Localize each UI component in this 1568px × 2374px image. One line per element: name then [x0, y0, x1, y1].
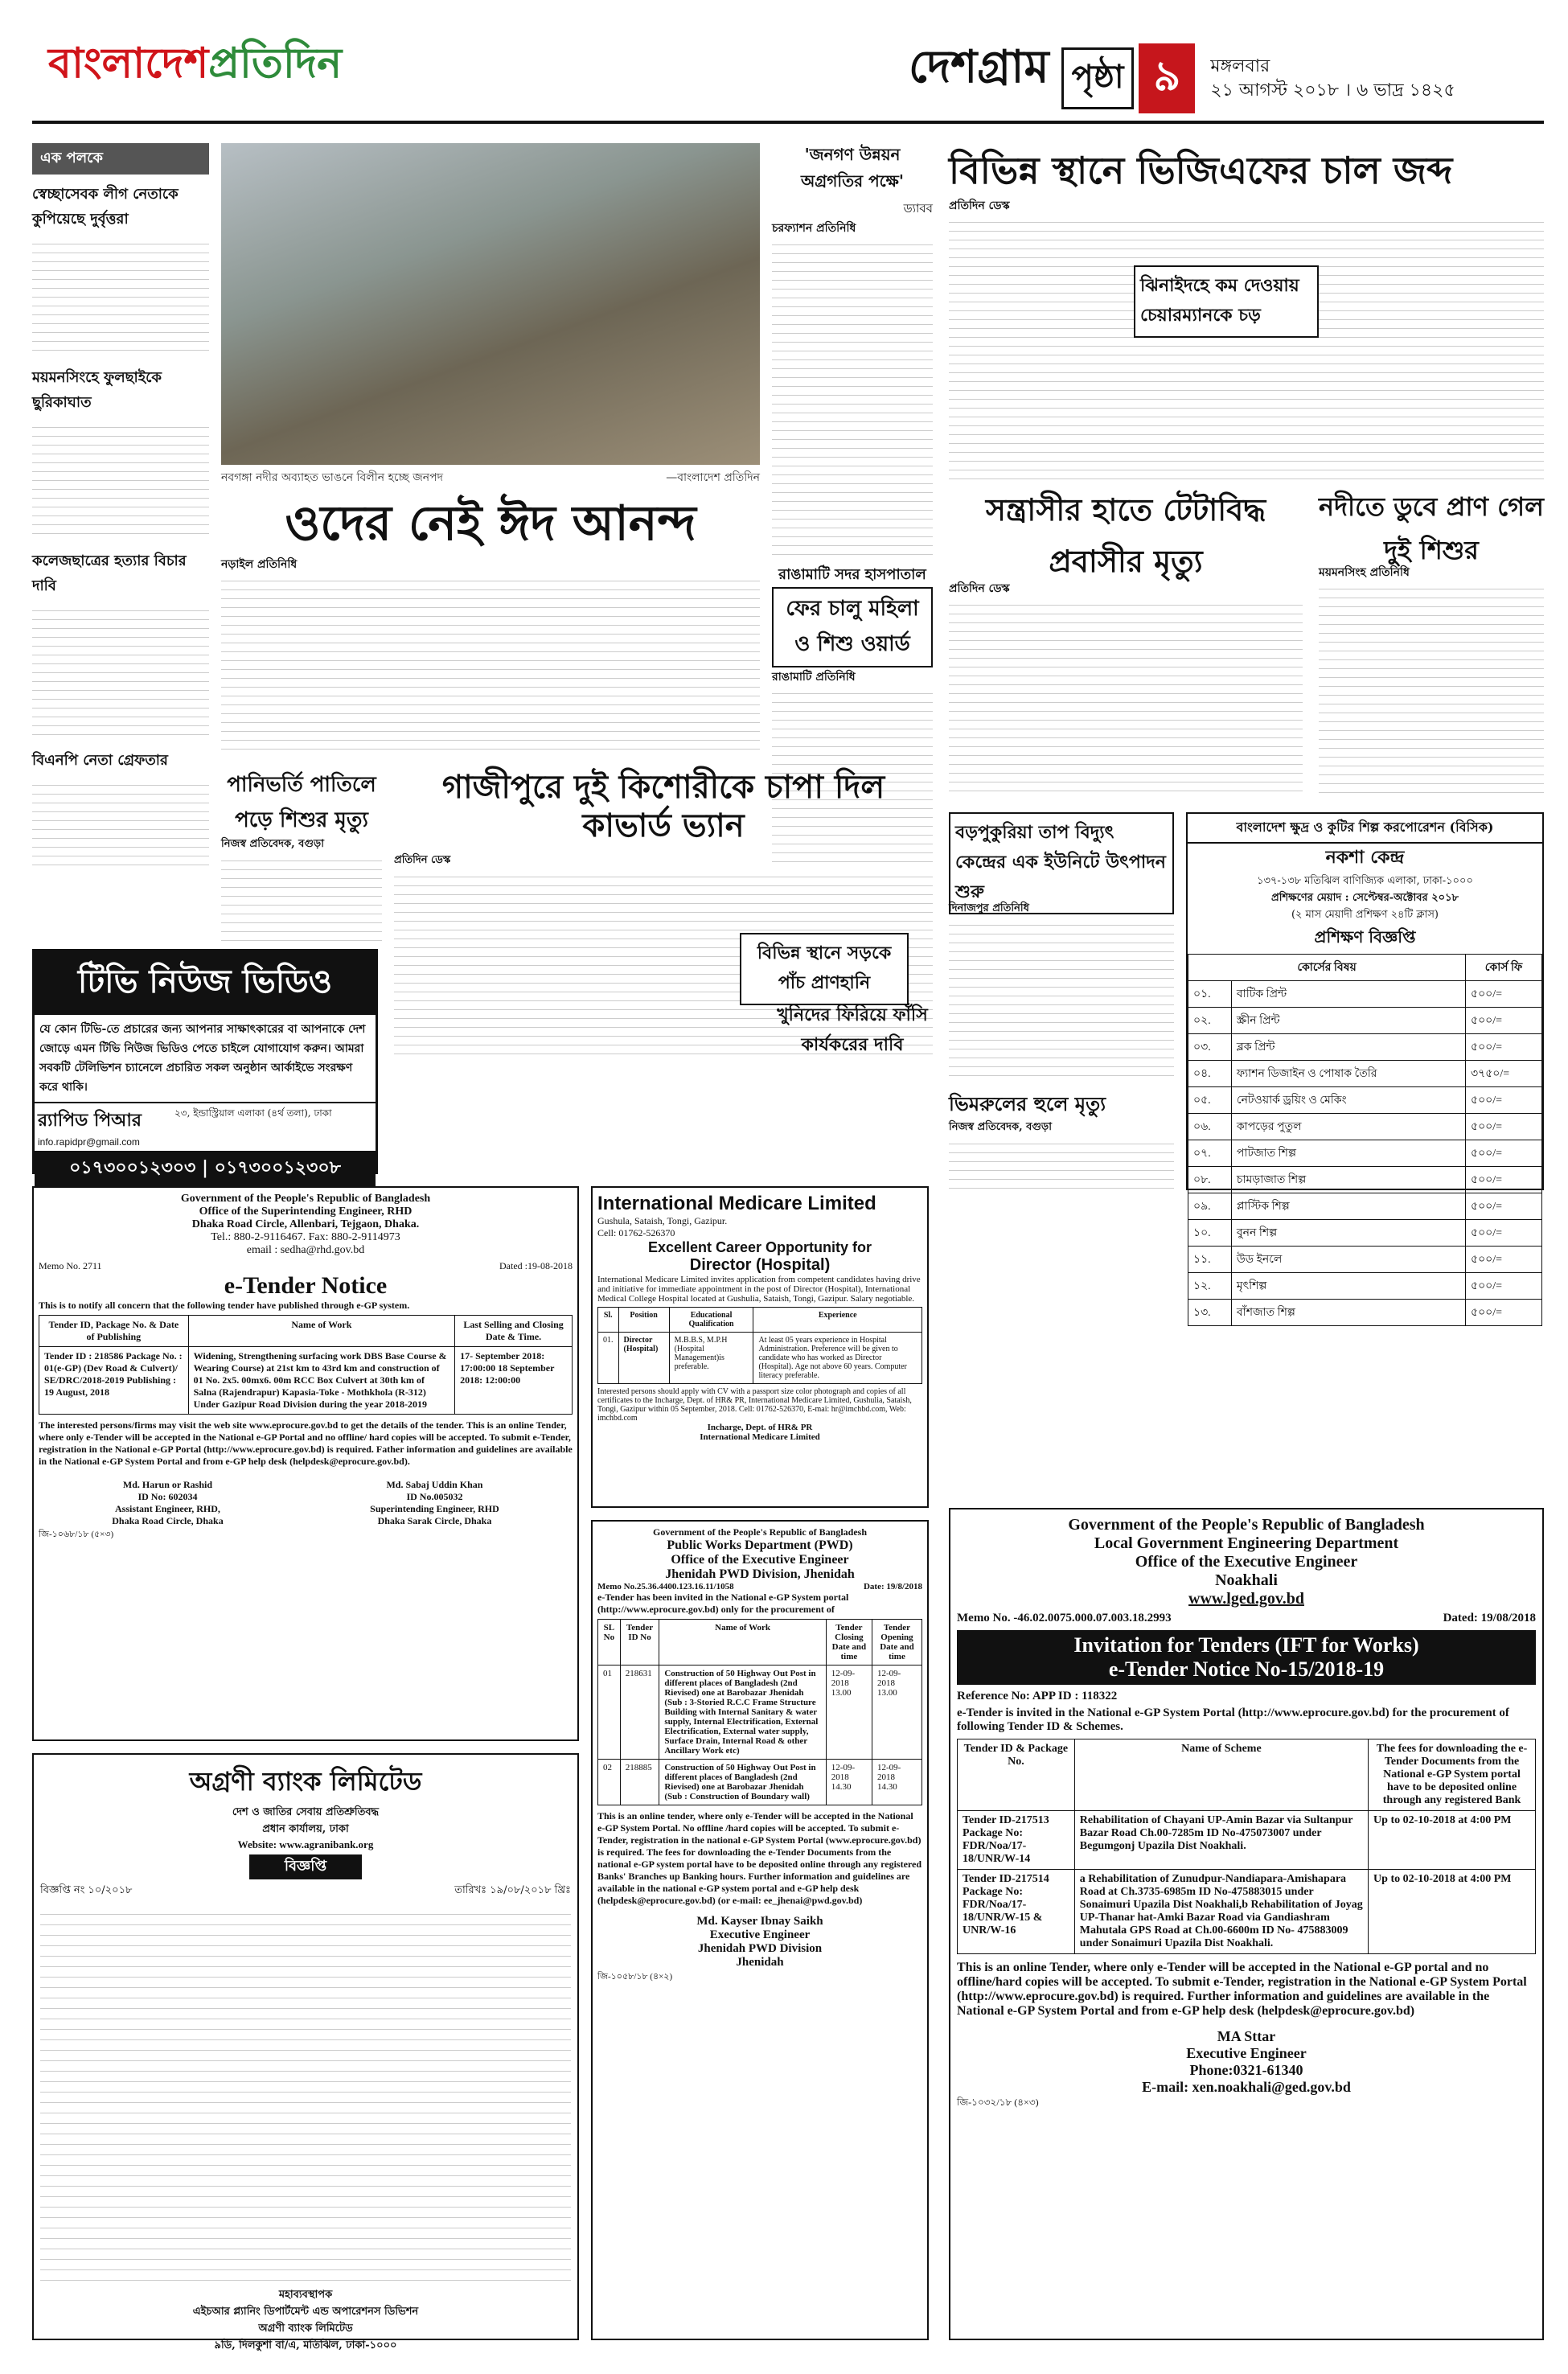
side-story-tag: ড্যাবব — [903, 201, 933, 216]
basic-notice-title: প্রশিক্ষণ বিজ্ঞপ্তি — [1314, 927, 1416, 947]
rhd-signature-2 — [370, 1479, 499, 1527]
basic-course-table — [1188, 954, 1542, 1326]
vgf-byline: প্রতিদিন ডেস্ক — [949, 199, 1010, 212]
pwd-sign-name: Md. Kayser Ibnay Saikh — [696, 1915, 823, 1928]
rhd-tel: Tel.: 880-2-9116467. Fax: 880-2-9114973 — [211, 1231, 400, 1243]
basic-course-fee: ৫০০/= — [1466, 1034, 1542, 1061]
agrani-footer-3: অগ্রণী ব্যাংক লিমিটেড — [258, 2323, 353, 2335]
masthead-rule — [32, 121, 1544, 124]
pwd-tender — [591, 1520, 929, 2340]
gazipur-byline: প্রতিদিন ডেস্ক — [394, 854, 451, 866]
brief-headline-1: স্বেচ্ছাসেবক লীগ নেতাকে কুপিয়েছে দুর্বৃত্তরা — [32, 186, 179, 228]
rhd-code: জি-১০৬৮/১৮ (৫×৩) — [39, 1530, 114, 1539]
pwd-table — [597, 1619, 922, 1805]
lged-col1: Tender ID & Package No. — [958, 1739, 1075, 1811]
rhd-notes: The interested persons/firms may visit the web site www.eprocure.gov.bd to get the details of the tender. This is an online Tender, where only e-Tender will be accepted in the National e-GP Portal and no offline/ hard copies will be accepted. To submit e-Tender, registration in the National e-GP Portal (http://www.eprocure.gov.bd) is required. Father information and guidelines are available in the National e-GP System Portal and from e-GP help desk (helpdesk@eprocure.gov.bd). — [39, 1419, 573, 1467]
photo-caption-text: নবগঙ্গা নদীর অব্যাহত ভাঙনে বিলীন হচ্ছে জনপদ — [221, 471, 443, 484]
lged-row1-id: Tender ID-217513 Package No: FDR/Noa/17-18/UNR/W-14 — [958, 1811, 1075, 1870]
pwd-memo: Memo No.25.36.4400.123.16.11/1058 — [597, 1582, 734, 1592]
pwd-gov: Government of the People's Republic of Bangladesh — [653, 1526, 867, 1538]
iml-row-sl: 01. — [598, 1333, 619, 1384]
tv-ad-body: যে কোন টিভি-তে প্রচারের জন্য আপনার সাক্ষাৎকারের বা আপনাকে দেশ জোড়ে এমন টিভি নিউজ ভিডিও পেতে চাইলে যোগাযোগ করুন। আমরা সবকটি টেলিভিশন চ্যানেলে প্রচারিত সকল অনুষ্ঠান আর্কাইভে সংরক্ষণ করে থাকি। — [39, 1023, 366, 1094]
basic-course-name: বুনন শিল্প — [1231, 1220, 1465, 1247]
lged-gov: Government of the People's Republic of Bangladesh — [1068, 1516, 1425, 1534]
rhd-cell2: Widening, Strengthening surfacing work DBS Base Course & Wearing Course) at 21st km to 43rd km and construction of 01 No. 2x5. 00mx6. 00m RCC Box Culvert at 30th km of Salna (Rajendrapur) Kapasia-Toke - Mothkhola (R-312) Under Gazipur Road Division during the year 2018-2019 — [188, 1347, 455, 1415]
pwd-row2-open: 12-09-2018 14.30 — [872, 1760, 922, 1805]
basic-course-no: ০১. — [1188, 981, 1232, 1008]
agrani-footer-4: ৯ডি, দিলকুশা বা/এ, মতিঝিল, ঢাকা-১০০০ — [214, 2339, 397, 2351]
tv-ad — [32, 949, 378, 1178]
iml-company: International Medicare Limited — [597, 1193, 876, 1214]
lged-row1-name: Rehabilitation of Chayani UP-Amin Bazar via Sultanpur Bazar Road Ch.00-7285m ID No-475073007 under Begumgonj Upazila Dist Noakhali. — [1074, 1811, 1368, 1870]
basic-course-name: পাটজাত শিল্প — [1231, 1140, 1465, 1167]
iml-row-pos: Director (Hospital) — [618, 1333, 669, 1384]
rhd-sign1-id: ID No: 602034 — [138, 1491, 198, 1502]
rhd-title: e-Tender Notice — [224, 1272, 388, 1299]
pwd-col-id: Tender ID No — [620, 1620, 659, 1665]
pwd-row1-sl: 01 — [598, 1665, 621, 1760]
water-byline: নিজস্ব প্রতিবেদক, বগুড়া — [221, 838, 324, 850]
pwd-dept: Public Works Department (PWD) — [667, 1538, 853, 1552]
pwd-signature — [597, 1915, 922, 1969]
basic-course-row — [1188, 1114, 1542, 1140]
hospital-byline: রাঙামাটি প্রতিনিধি — [772, 671, 856, 684]
tv-ad-title: টিভি নিউজ ভিডিও — [35, 951, 376, 1015]
basic-course-no: ০৪. — [1188, 1061, 1232, 1087]
page-number: ৯ — [1139, 43, 1195, 113]
basic-course-name: বাটিক প্রিন্ট — [1231, 981, 1465, 1008]
vgf-body — [949, 214, 1544, 479]
school-headline: ভিমরুলের হুলে মৃত্যু — [949, 1093, 1106, 1115]
tv-ad-address: ২৩, ইন্ডাস্ট্রিয়াল এলাকা (৪র্থ তলা), ঢাকা — [174, 1107, 332, 1119]
pwd-row1-work: Construction of 50 Highway Out Post in different places of Bangladesh (2nd Rievised) one at Barobazar Jhenidah (Sub : 3-Storied R.C.C Frame Structure Building with Internal Sanitary & water supply, Internal Electrification, External Electrification, External water supply, Surface Drain, Internal Road & other Ancillary Work etc) — [659, 1665, 826, 1760]
basic-course-row — [1188, 1087, 1542, 1114]
pwd-date: Date: 19/8/2018 — [863, 1582, 922, 1592]
pwd-sign-title: Executive Engineer — [709, 1928, 811, 1941]
iml-table — [597, 1307, 922, 1384]
rhd-sign1-title: Assistant Engineer, RHD, — [115, 1503, 220, 1514]
lged-row2-id: Tender ID-217514 Package No: FDR/Noa/17-18/UNR/W-15 & UNR/W-16 — [958, 1870, 1075, 1954]
ek-nojore-label: এক পলকে — [32, 143, 209, 175]
lged-sign-name: MA Sttar — [1217, 2028, 1276, 2044]
masthead-logo — [48, 31, 499, 103]
power-headline: বড়পুকুরিয়া তাপ বিদ্যুৎ কেন্দ্রের এক ইউনিটে উৎপাদন শুরু — [949, 812, 1174, 914]
rhd-col2: Name of Work — [188, 1316, 455, 1347]
lged-place: Noakhali — [1215, 1571, 1278, 1589]
rhd-gov: Government of the People's Republic of Bangladesh — [180, 1193, 431, 1205]
basic-course-name: নেটওয়ার্ক ড্রয়িং ও মেকিং — [1231, 1087, 1465, 1114]
pwd-intro: e-Tender has been invited in the National e-GP System portal (http://www.eprocure.gov.bd) only for the procurement of — [597, 1592, 849, 1615]
rhd-col3: Last Selling and Closing Date & Time. — [455, 1316, 573, 1347]
basic-course-name: উড ইনলে — [1231, 1247, 1465, 1273]
pwd-row1-open: 12-09-2018 13.00 — [872, 1665, 922, 1760]
water-headline: পানিভর্তি পাতিলে পড়ে শিশুর মৃত্যু — [227, 773, 376, 832]
date-block — [1210, 55, 1455, 102]
basic-course-fee: ৫০০/= — [1466, 1087, 1542, 1114]
iml-row-edu: M.B.B.S, M.P.H (Hospital Management)is preferable. — [669, 1333, 753, 1384]
basic-course-row — [1188, 1034, 1542, 1061]
basic-course-name: বাঁশজাত শিল্প — [1231, 1300, 1465, 1326]
pwd-notes: This is an online tender, where only e-Tender will be accepted in the National e-GP System Portal. No offline /hard copies will be accepted. To submit e-Tender, registration in the national e-GP System Portal (www.eprocure.gov.bd) is required. The fees for downloading the e-Tender Documents from the national e-GP system portal have to be deposited online through any registered Banks' Branches up Banking hours. Further information and guidelines are available in the national e-GP system portal and e-GP help desk (helpdesk@eprocure.gov.bd) (or e-mail: ee_jhenai@pwd.gov.bd) — [597, 1810, 922, 1906]
basic-course-name: প্লাস্টিক শিল্প — [1231, 1193, 1465, 1220]
basic-col-subject: কোর্সের বিষয় — [1188, 955, 1466, 981]
lged-sign-email[interactable]: E-mail: xen.noakhali@ged.gov.bd — [1142, 2079, 1351, 2095]
basic-org: বাংলাদেশ ক্ষুদ্র ও কুটির শিল্প করপোরেশন (বিসিক) — [1188, 814, 1542, 844]
basic-col-fee: কোর্স ফি — [1466, 955, 1542, 981]
rhd-tender — [32, 1186, 579, 1741]
gazipur-headline: গাজীপুরে দুই কিশোরীকে চাপা দিল কাভার্ড ভ্যান — [441, 769, 885, 844]
terror-body — [949, 597, 1303, 798]
agrani-website[interactable]: Website: www.agranibank.org — [237, 1838, 374, 1850]
agrani-notice: বিজ্ঞপ্তি — [249, 1854, 362, 1879]
basic-ad — [1186, 812, 1544, 1319]
lead-byline: নড়াইল প্রতিনিধি — [221, 558, 298, 571]
basic-course-no: ০২. — [1188, 1008, 1232, 1034]
iml-col-edu: Educational Qualification — [669, 1308, 753, 1333]
school-byline: নিজস্ব প্রতিবেদক, বগুড়া — [949, 1121, 1052, 1133]
pwd-row2-sl: 02 — [598, 1760, 621, 1805]
terror-headline: সন্ত্রাসীর হাতে টেটাবিদ্ধ প্রবাসীর মৃত্যু — [985, 492, 1266, 579]
pwd-row1-id: 218631 — [620, 1665, 659, 1760]
basic-course-row — [1188, 1300, 1542, 1326]
brief-headline-2: ময়মনসিংহে ফুলছাইকে ছুরিকাঘাত — [32, 369, 162, 411]
pwd-col-work: Name of Work — [659, 1620, 826, 1665]
rhd-sign1-office: Dhaka Road Circle, Dhaka — [112, 1515, 224, 1526]
basic-course-row — [1188, 1247, 1542, 1273]
basic-course-row — [1188, 1273, 1542, 1300]
iml-address: Gushula, Sataish, Tongi, Gazipur. — [597, 1215, 728, 1226]
basic-course-no: ০৫. — [1188, 1087, 1232, 1114]
rhd-intro: This is to notify all concern that the following tender have published through e-GP system. — [39, 1300, 410, 1311]
agrani-footer-1: মহাব্যবস্থাপক — [278, 2289, 333, 2301]
ek-nojore-column — [32, 143, 209, 851]
basic-course-fee: ৫০০/= — [1466, 1247, 1542, 1273]
agrani-office: প্রধান কার্যালয়, ঢাকা — [262, 1823, 349, 1835]
pwd-row2-id: 218885 — [620, 1760, 659, 1805]
killer-headline: খুনিদের ফিরিয়ে ফাঁসি কার্যকরের দাবি — [777, 1005, 928, 1055]
basic-course-fee: ৩৭৫০/= — [1466, 1061, 1542, 1087]
lged-date: Dated: 19/08/2018 — [1443, 1612, 1536, 1624]
basic-course-no: ০৬. — [1188, 1114, 1232, 1140]
basic-course-name: স্ক্রীন প্রিন্ট — [1231, 1008, 1465, 1034]
lged-web[interactable]: www.lged.gov.bd — [1188, 1590, 1304, 1608]
lged-row1-fee: Up to 02-10-2018 at 4:00 PM — [1369, 1811, 1536, 1870]
gazipur-inset: বিভিন্ন স্থানে সড়কে পাঁচ প্রাণহানি — [740, 933, 909, 1005]
tv-ad-company: র‍্যাপিড পিআর — [38, 1111, 142, 1131]
section-name: দেশগ্রাম — [909, 41, 1049, 93]
lged-memo: Memo No. -46.02.0075.000.07.003.18.2993 — [957, 1612, 1172, 1624]
rhd-col1: Tender ID, Package No. & Date of Publishing — [39, 1316, 189, 1347]
rhd-sign2-id: ID No.005032 — [406, 1491, 463, 1502]
school-body — [949, 1136, 1174, 1192]
pwd-row2-close: 12-09-2018 14.30 — [826, 1760, 872, 1805]
pwd-sign-place: Jhenidah — [736, 1956, 784, 1969]
iml-sign: Incharge, Dept. of HR& PR — [707, 1423, 813, 1432]
iml-position: Director (Hospital) — [689, 1256, 831, 1274]
iml-intro: International Medicare Limited invites application from competent candidates having drive and initiative for immediate appointment in the post of Director (Hospital), International Medical College Hospital located at Gushulia, Sataish, Tongi, Gazipur. Salary negotiable. — [597, 1275, 921, 1304]
photo-caption — [221, 468, 760, 487]
drown-body — [1319, 581, 1544, 798]
brief-headline-3: কলেজছাত্রের হত্যার বিচার দাবি — [32, 552, 187, 594]
lged-sign-title: Executive Engineer — [1186, 2045, 1307, 2061]
iml-col-sl: Sl. — [598, 1308, 619, 1333]
lged-sign-phone: Phone:0321-61340 — [1189, 2062, 1303, 2078]
iml-ad — [591, 1186, 929, 1508]
lged-code: জি-১০৩২/১৮ (৪×৩) — [957, 2097, 1039, 2108]
basic-course-row — [1188, 1193, 1542, 1220]
basic-course-no: ১৩. — [1188, 1300, 1232, 1326]
basic-course-no: ০৩. — [1188, 1034, 1232, 1061]
basic-course-no: ১০. — [1188, 1220, 1232, 1247]
rhd-sign1-name: Md. Harun or Rashid — [122, 1479, 213, 1490]
basic-course-name: চামড়াজাত শিল্প — [1231, 1167, 1465, 1193]
lged-band — [957, 1630, 1536, 1685]
brief-headline-4: বিএনপি নেতা গ্রেফতার — [32, 752, 168, 769]
iml-headline: Excellent Career Opportunity for — [647, 1239, 872, 1255]
weekday: মঙ্গলবার — [1210, 55, 1270, 76]
lged-signature — [957, 2028, 1536, 2096]
basic-course-fee: ৫০০/= — [1466, 1008, 1542, 1034]
side-story-kicker: 'জনগণ উন্নয়ন অগ্রগতির পক্ষে' — [800, 145, 905, 191]
basic-course-name: মৃৎশিল্প — [1231, 1273, 1465, 1300]
basic-course-row — [1188, 1140, 1542, 1167]
agrani-ad — [32, 1753, 579, 2351]
basic-course-no: ০৯. — [1188, 1193, 1232, 1220]
basic-course-no: ১২. — [1188, 1273, 1232, 1300]
agrani-tagline: দেশ ও জাতির সেবায় প্রতিশ্রুতিবদ্ধ — [232, 1806, 380, 1818]
brief-body-1 — [32, 236, 209, 356]
pwd-col-sl: SL No — [598, 1620, 621, 1665]
rhd-sign2-name: Md. Sabaj Uddin Khan — [386, 1479, 483, 1490]
lged-ref: Reference No: APP ID : 118322 — [957, 1690, 1118, 1702]
drown-byline: ময়মনসিংহ প্রতিনিধি — [1319, 566, 1410, 579]
basic-address: ১৩৭-১৩৮ মতিঝিল বাণিজ্যিক এলাকা, ঢাকা-১০০০ — [1257, 875, 1473, 887]
basic-course-fee: ৫০০/= — [1466, 1220, 1542, 1247]
lged-band2: e-Tender Notice No-15/2018-19 — [1108, 1657, 1385, 1681]
agrani-bank: অগ্রণী ব্যাংক লিমিটেড — [189, 1766, 422, 1797]
brief-body-3 — [32, 602, 209, 739]
basic-course-row — [1188, 1167, 1542, 1193]
water-body — [221, 852, 382, 941]
rhd-memo: Memo No. 2711 — [39, 1260, 102, 1271]
iml-sign2: International Medicare Limited — [700, 1432, 820, 1442]
lged-notes: This is an online Tender, where only e-Tender will be accepted in the National e-GP portal and no offline/hard copies will be accepted. To submit e-Tender, registration in the National e-GP System Portal (http://www.eprocure.gov.bd) is required. Further information and guidelines are available in the National e-GP System Portal and from e-GP help desk (helpdesk@eprocure.gov.bd) — [957, 1961, 1527, 2018]
rhd-email[interactable]: email : sedha@rhd.gov.bd — [246, 1244, 365, 1256]
lged-table — [957, 1739, 1536, 1954]
brief-body-2 — [32, 419, 209, 540]
rhd-table — [39, 1315, 573, 1415]
page-label: পৃষ্ঠা — [1061, 47, 1135, 109]
basic-course-fee: ৫০০/= — [1466, 1300, 1542, 1326]
pwd-code: জি-১০৫৮/১৮ (৪×২) — [597, 1972, 673, 1982]
vgf-headline: বিভিন্ন স্থানে ভিজিএফের চাল জব্দ — [949, 149, 1453, 192]
basic-course-name: ব্লক প্রিন্ট — [1231, 1034, 1465, 1061]
pwd-office: Office of the Executive Engineer — [671, 1553, 849, 1567]
terror-byline: প্রতিদিন ডেস্ক — [949, 582, 1010, 595]
rhd-date: Dated :19-08-2018 — [499, 1260, 573, 1271]
basic-course-fee: ৫০০/= — [1466, 1114, 1542, 1140]
agrani-body — [40, 1904, 571, 2282]
basic-duration: প্রশিক্ষণের মেয়াদ : সেপ্টেম্বর-অক্টোবর ২০১৮ — [1271, 892, 1459, 904]
lged-row2-fee: Up to 02-10-2018 at 4:00 PM — [1369, 1870, 1536, 1954]
iml-cell: Cell: 01762-526370 — [597, 1227, 675, 1238]
paper-name-part2: প্রতিদিন — [208, 39, 343, 88]
rhd-cell1: Tender ID : 218586 Package No. : 01(e-GP) (Dev Road & Culvert)/ SE/DRC/2018-2019 Publishing : 19 August, 2018 — [39, 1347, 189, 1415]
iml-col-pos: Position — [618, 1308, 669, 1333]
basic-course-no: ১১. — [1188, 1247, 1232, 1273]
basic-course-row — [1188, 1061, 1542, 1087]
lead-photo — [221, 143, 760, 465]
basic-center: নকশা কেন্দ্র — [1325, 848, 1405, 868]
agrani-footer — [40, 2287, 571, 2355]
pwd-col-close: Tender Closing Date and time — [826, 1620, 872, 1665]
basic-course-row — [1188, 1008, 1542, 1034]
basic-course-fee: ৫০০/= — [1466, 981, 1542, 1008]
rhd-sign2-title: Superintending Engineer, RHD — [370, 1503, 499, 1514]
power-body — [949, 917, 1174, 1078]
side-story-body — [772, 236, 933, 558]
photo-credit: —বাংলাদেশ প্রতিদিন — [666, 471, 760, 484]
basic-course-row — [1188, 1220, 1542, 1247]
lged-intro: e-Tender is invited in the National e-GP System Portal (http://www.eprocure.gov.bd) for the procurement of following Tender ID & Schemes. — [957, 1707, 1509, 1733]
rhd-cell3: 17- September 2018: 17:00:00 18 September 2018: 12:00:00 — [455, 1347, 573, 1415]
lged-col2: Name of Scheme — [1074, 1739, 1368, 1811]
lged-dept: Local Government Engineering Department — [1094, 1534, 1399, 1552]
basic-course-fee: ৫০০/= — [1466, 1193, 1542, 1220]
iml-apply: Interested persons should apply with CV with a passport size color photograph and copies of all certificates to the Incharge, Dept. of HR& PR, International Medicare Limited, Gushulia, Sataish, Tongi, Gazipur within 05 September, 2018. Cell: 01762-526370, E-mai: hr@imchbd.com, Web: imchbd.com — [597, 1387, 912, 1423]
basic-course-fee: ৫০০/= — [1466, 1140, 1542, 1167]
brief-body-4 — [32, 777, 209, 873]
lged-band1: Invitation for Tenders (IFT for Works) — [1073, 1633, 1419, 1657]
rhd-office: Office of the Superintending Engineer, RHD — [199, 1205, 413, 1218]
lead-headline: ওদের নেই ঈদ আনন্দ — [285, 495, 696, 552]
basic-course-no: ০৮. — [1188, 1167, 1232, 1193]
pwd-row2-work: Construction of 50 Highway Out Post in different places of Bangladesh (2nd Rievised) one at Barobazar Jhenidah (Sub : Construction of Boundary wall) — [659, 1760, 826, 1805]
basic-course-row — [1188, 981, 1542, 1008]
pwd-row1-close: 12-09-2018 13.00 — [826, 1665, 872, 1760]
masthead-section — [909, 32, 1552, 105]
hospital-kicker: রাঙামাটি সদর হাসপাতাল — [778, 566, 926, 583]
paper-name-part1: বাংলাদেশ — [48, 39, 209, 88]
rhd-circle: Dhaka Road Circle, Allenbari, Tejgaon, Dhaka. — [191, 1218, 420, 1230]
hospital-headline: ফের চালু মহিলা ও শিশু ওয়ার্ড — [772, 587, 933, 667]
iml-col-exp: Experience — [753, 1308, 922, 1333]
lged-row2-name: a Rehabilitation of Zunudpur-Nandiapara-Amishapara Road at Ch.3735-6985m ID No-475883015 under Sonaimuri Upazila Dist Noakhali,b Rehabilitation of Joyag UP-Thanar hat-Amki Bazar Road via Gandiashram Mahutala GPS Road at Ch.00-6600m ID No- 475883009 under Sonaimuri Upazila Dist Noakhali. — [1074, 1870, 1368, 1954]
basic-course-fee: ৫০০/= — [1466, 1273, 1542, 1300]
rhd-sign2-office: Dhaka Sarak Circle, Dhaka — [377, 1515, 492, 1526]
drown-headline: নদীতে ডুবে প্রাণ গেল দুই শিশুর — [1319, 491, 1544, 565]
lead-body — [221, 573, 760, 758]
basic-course-fee: ৫০০/= — [1466, 1167, 1542, 1193]
date-line: ২১ আগস্ট ২০১৮ । ৬ ভাদ্র ১৪২৫ — [1210, 80, 1455, 101]
agrani-footer-2: এইচআর প্ল্যানিং ডিপার্টমেন্ট এন্ড অপারেশনস ডিভিশন — [192, 2306, 419, 2318]
basic-course-name: কাপড়ের পুতুল — [1231, 1114, 1465, 1140]
pwd-col-open: Tender Opening Date and time — [872, 1620, 922, 1665]
basic-course-name: ফ্যাশন ডিজাইন ও পোষাক তৈরি — [1231, 1061, 1465, 1087]
lged-office: Office of the Executive Engineer — [1135, 1553, 1358, 1571]
tv-ad-phones: ০১৭৩০০১২৩০৩ | ০১৭৩০০১২৩০৮ — [35, 1151, 376, 1187]
side-story-byline: চরফ্যাশন প্রতিনিধি — [772, 222, 856, 235]
iml-row-exp: At least 05 years experience in Hospital Administration. Preference will be given to candidate who has worked as Director (Hospital). Age not above 60 years. Computer literacy preferable. — [753, 1333, 922, 1384]
power-byline: দিনাজপুর প্রতিনিধি — [949, 902, 1029, 914]
basic-duration-sub: (২ মাস মেয়াদী প্রশিক্ষণ ২৪টি ক্লাস) — [1291, 909, 1439, 921]
pwd-sign-div: Jhenidah PWD Division — [697, 1942, 823, 1955]
basic-course-no: ০৭. — [1188, 1140, 1232, 1167]
agrani-date: তারিখঃ ১৯/০৮/২০১৮ খ্রিঃ — [454, 1884, 571, 1896]
vgf-sub-headline: ঝিনাইদহে কম দেওয়ায় চেয়ারম্যানকে চড় — [1134, 265, 1319, 338]
tv-ad-email[interactable]: info.rapidpr@gmail.com — [38, 1136, 140, 1148]
lged-tender — [949, 1508, 1544, 2340]
agrani-ref: বিজ্ঞপ্তি নং ১০/২০১৮ — [40, 1884, 133, 1896]
rhd-signature-1 — [112, 1479, 223, 1527]
lged-col3: The fees for downloading the e-Tender Documents from the National e-GP System portal have to be deposited online through any registered Bank — [1369, 1739, 1536, 1811]
pwd-division: Jhenidah PWD Division, Jhenidah — [665, 1567, 855, 1581]
